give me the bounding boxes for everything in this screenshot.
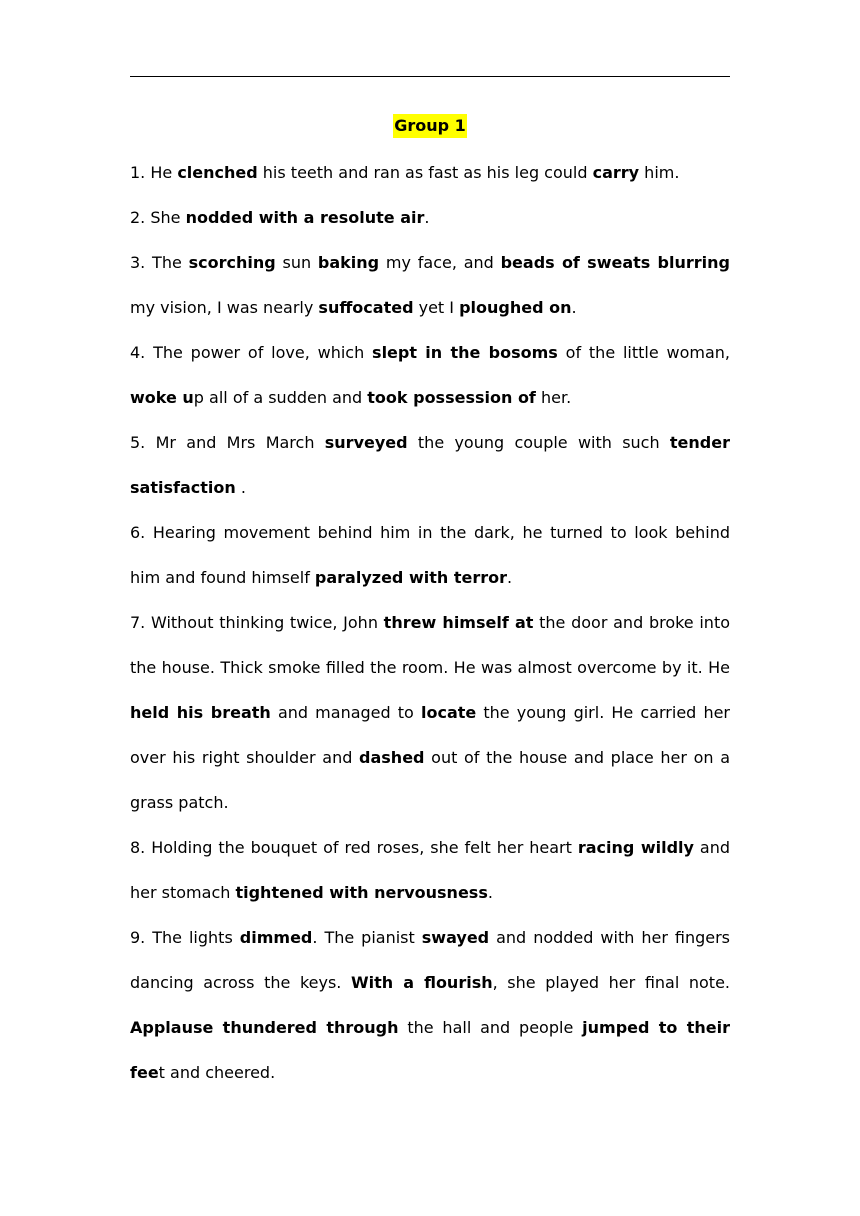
text-run: the hall and people	[398, 1018, 583, 1037]
bold-phrase: slept in the bosoms	[372, 343, 558, 362]
bold-phrase: swayed	[421, 928, 490, 947]
header-rule	[130, 76, 730, 77]
text-run: 1. He	[130, 163, 178, 182]
sentence-item	[130, 150, 730, 195]
text-run: 2. She	[130, 208, 186, 227]
text-run: .	[424, 208, 430, 227]
bold-phrase: ploughed on	[459, 298, 572, 317]
text-run: .	[571, 298, 577, 317]
text-run: .	[487, 883, 493, 902]
text-run: sun	[275, 253, 318, 272]
group-title: Group 1	[393, 114, 467, 138]
bold-phrase: clenched	[177, 163, 258, 182]
sentence-item	[130, 240, 730, 330]
bold-phrase: beads of sweats blurring	[500, 253, 730, 272]
text-run: 6. Hearing movement behind him in the dark, he turned to look behind him and found himself	[130, 523, 730, 587]
text-run: and her stomach	[130, 838, 731, 902]
bold-phrase: racing wildly	[577, 838, 694, 857]
sentence-item	[130, 420, 730, 510]
text-run: my face, and	[379, 253, 501, 272]
bold-phrase: scorching	[188, 253, 276, 272]
text-run: yet I	[413, 298, 460, 317]
bold-phrase: held his breath	[130, 703, 271, 722]
sentence-item	[130, 510, 730, 600]
bold-phrase: nodded with a resolute air	[185, 208, 425, 227]
bold-phrase: took possession of	[367, 388, 536, 407]
text-run: 8. Holding the bouquet of red roses, she felt her heart	[130, 838, 578, 857]
text-run: .	[235, 478, 246, 497]
bold-phrase: With a flourish	[350, 973, 493, 992]
title-container	[130, 114, 730, 138]
bold-phrase: dashed	[359, 748, 425, 767]
text-run: him.	[639, 163, 680, 182]
text-run: p all of a sudden and	[193, 388, 368, 407]
text-run: 4. The power of love, which	[130, 343, 373, 362]
text-run: 3. The	[130, 253, 189, 272]
text-run: , she played her final note.	[492, 973, 731, 992]
text-run: of the little woman,	[557, 343, 731, 362]
text-run: 9. The lights	[130, 928, 240, 947]
bold-phrase: Applause thundered through	[130, 1018, 399, 1037]
bold-phrase: tightened with nervousness	[235, 883, 488, 902]
text-run: the young couple with such	[407, 433, 670, 452]
text-run: . The pianist	[312, 928, 422, 947]
bold-phrase: paralyzed with terror	[314, 568, 507, 587]
text-run: his teeth and ran as fast as his leg could	[257, 163, 593, 182]
sentence-item	[130, 915, 730, 1095]
bold-phrase: jumped to their fee	[130, 1018, 731, 1082]
text-run: 7. Without thinking twice, John	[130, 613, 384, 632]
text-run: 5. Mr and Mrs March	[130, 433, 325, 452]
sentence-item	[130, 825, 730, 915]
text-run: out of the house and place her on a grass patch.	[130, 748, 731, 812]
text-run: .	[506, 568, 513, 587]
bold-phrase: threw himself at	[383, 613, 534, 632]
sentence-item	[130, 330, 730, 420]
bold-phrase: tender satisfaction	[130, 433, 730, 497]
bold-phrase: suffocated	[318, 298, 414, 317]
text-run: and nodded with her fingers dancing across the keys.	[130, 928, 731, 992]
sentence-item	[130, 600, 730, 825]
text-run: the door and broke into the house. Thick smoke filled the room. He was almost overcome by it. He	[130, 613, 731, 677]
bold-phrase: dimmed	[239, 928, 313, 947]
sentence-item	[130, 195, 730, 240]
bold-phrase: locate	[420, 703, 477, 722]
sentence-list	[130, 150, 730, 1095]
bold-phrase: woke u	[130, 388, 194, 407]
text-run: t and cheered.	[158, 1063, 276, 1082]
bold-phrase: surveyed	[324, 433, 408, 452]
bold-phrase: baking	[317, 253, 380, 272]
text-run: the young girl. He carried her over his right shoulder and	[130, 703, 731, 767]
text-run: and managed to	[270, 703, 421, 722]
text-run: her.	[535, 388, 572, 407]
bold-phrase: carry	[592, 163, 640, 182]
text-run: my vision, I was nearly	[130, 298, 319, 317]
